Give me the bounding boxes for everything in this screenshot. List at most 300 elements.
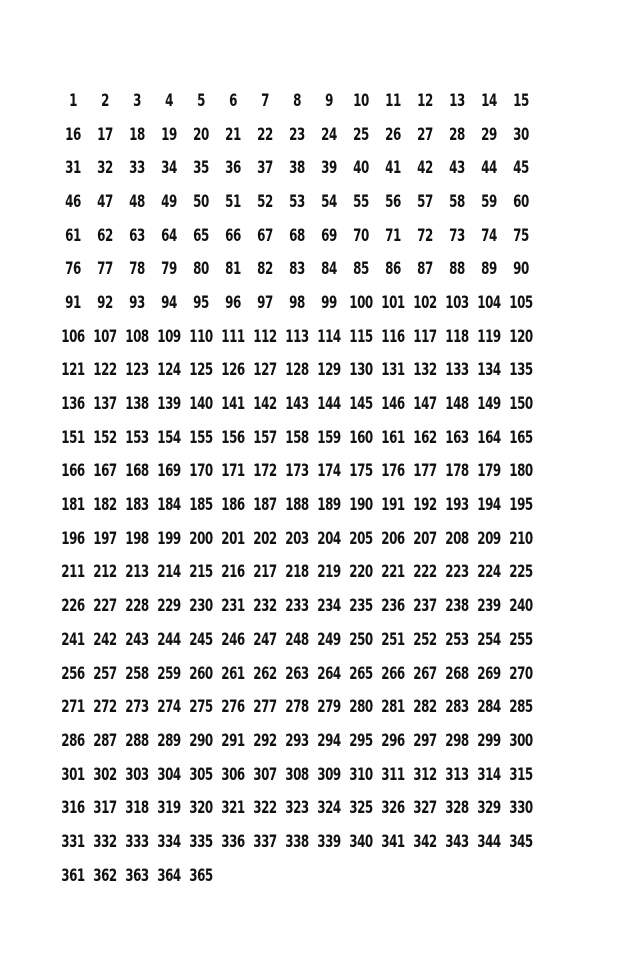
number-cell: 230 xyxy=(189,596,213,617)
number-cell: 308 xyxy=(285,764,309,785)
number-cell: 295 xyxy=(349,730,373,751)
number-cell: 143 xyxy=(285,394,309,415)
number-cell: 281 xyxy=(381,697,405,718)
number-cell: 234 xyxy=(317,596,341,617)
number-cell: 330 xyxy=(509,798,533,819)
number-cell: 335 xyxy=(189,831,213,852)
number-cell: 287 xyxy=(93,730,117,751)
number-cell: 74 xyxy=(481,225,497,246)
number-cell: 136 xyxy=(61,394,85,415)
number-cell: 361 xyxy=(61,865,85,886)
number-cell: 87 xyxy=(417,259,433,280)
number-cell: 174 xyxy=(317,461,341,482)
number-cell: 170 xyxy=(189,461,213,482)
number-cell: 111 xyxy=(221,326,245,347)
number-cell: 11 xyxy=(385,90,401,111)
number-cell: 70 xyxy=(353,225,369,246)
number-cell: 13 xyxy=(449,90,465,111)
number-cell: 142 xyxy=(253,394,277,415)
number-cell: 99 xyxy=(321,292,337,313)
number-cell: 187 xyxy=(253,495,277,516)
number-cell: 322 xyxy=(253,798,277,819)
number-cell: 273 xyxy=(125,697,149,718)
number-cell: 313 xyxy=(445,764,469,785)
number-cell: 117 xyxy=(413,326,437,347)
number-cell: 212 xyxy=(93,562,117,583)
number-cell: 160 xyxy=(349,427,373,448)
number-cell: 306 xyxy=(221,764,245,785)
number-cell: 115 xyxy=(349,326,373,347)
number-cell: 137 xyxy=(93,394,117,415)
number-cell: 320 xyxy=(189,798,213,819)
number-cell: 102 xyxy=(413,292,437,313)
number-cell: 257 xyxy=(93,663,117,684)
number-cell: 132 xyxy=(413,360,437,381)
number-cell: 255 xyxy=(509,629,533,650)
number-cell: 220 xyxy=(349,562,373,583)
number-cell: 231 xyxy=(221,596,245,617)
number-cell: 33 xyxy=(129,158,145,179)
number-cell: 28 xyxy=(449,124,465,145)
number-cell: 332 xyxy=(93,831,117,852)
number-cell: 365 xyxy=(189,865,213,886)
number-cell: 312 xyxy=(413,764,437,785)
number-cell: 229 xyxy=(157,596,181,617)
number-cell: 291 xyxy=(221,730,245,751)
number-cell: 41 xyxy=(385,158,401,179)
number-cell: 240 xyxy=(509,596,533,617)
number-cell: 217 xyxy=(253,562,277,583)
number-cell: 34 xyxy=(161,158,177,179)
number-cell: 204 xyxy=(317,528,341,549)
number-cell: 304 xyxy=(157,764,181,785)
number-cell: 61 xyxy=(65,225,81,246)
number-cell: 131 xyxy=(381,360,405,381)
number-cell: 296 xyxy=(381,730,405,751)
number-cell: 173 xyxy=(285,461,309,482)
number-cell: 193 xyxy=(445,495,469,516)
number-cell: 152 xyxy=(93,427,117,448)
number-cell: 21 xyxy=(225,124,241,145)
number-cell: 305 xyxy=(189,764,213,785)
number-cell: 176 xyxy=(381,461,405,482)
number-cell: 135 xyxy=(509,360,533,381)
number-grid xyxy=(57,84,537,893)
number-cell: 92 xyxy=(97,292,113,313)
number-cell: 200 xyxy=(189,528,213,549)
number-cell: 197 xyxy=(93,528,117,549)
number-cell: 362 xyxy=(93,865,117,886)
number-cell: 262 xyxy=(253,663,277,684)
number-cell: 85 xyxy=(353,259,369,280)
number-cell: 151 xyxy=(61,427,85,448)
number-cell: 243 xyxy=(125,629,149,650)
number-cell: 40 xyxy=(353,158,369,179)
number-cell: 158 xyxy=(285,427,309,448)
number-cell: 218 xyxy=(285,562,309,583)
number-cell: 177 xyxy=(413,461,437,482)
number-cell: 207 xyxy=(413,528,437,549)
number-cell: 113 xyxy=(285,326,309,347)
number-cell: 342 xyxy=(413,831,437,852)
number-cell: 118 xyxy=(445,326,469,347)
number-cell: 120 xyxy=(509,326,533,347)
number-cell: 341 xyxy=(381,831,405,852)
number-cell: 235 xyxy=(349,596,373,617)
number-cell: 203 xyxy=(285,528,309,549)
number-cell: 310 xyxy=(349,764,373,785)
number-cell: 239 xyxy=(477,596,501,617)
number-cell: 144 xyxy=(317,394,341,415)
number-cell: 182 xyxy=(93,495,117,516)
number-cell: 172 xyxy=(253,461,277,482)
number-cell: 124 xyxy=(157,360,181,381)
number-cell: 76 xyxy=(65,259,81,280)
number-cell: 86 xyxy=(385,259,401,280)
number-cell: 329 xyxy=(477,798,501,819)
number-cell: 145 xyxy=(349,394,373,415)
number-cell: 58 xyxy=(449,191,465,212)
number-cell: 147 xyxy=(413,394,437,415)
number-cell: 198 xyxy=(125,528,149,549)
number-cell: 97 xyxy=(257,292,273,313)
number-cell: 141 xyxy=(221,394,245,415)
number-cell: 23 xyxy=(289,124,305,145)
number-cell: 224 xyxy=(477,562,501,583)
number-cell: 80 xyxy=(193,259,209,280)
number-cell: 282 xyxy=(413,697,437,718)
number-cell: 139 xyxy=(157,394,181,415)
number-cell: 225 xyxy=(509,562,533,583)
number-cell: 336 xyxy=(221,831,245,852)
number-cell: 96 xyxy=(225,292,241,313)
number-cell: 138 xyxy=(125,394,149,415)
number-cell: 299 xyxy=(477,730,501,751)
number-cell: 130 xyxy=(349,360,373,381)
number-cell: 196 xyxy=(61,528,85,549)
number-cell: 46 xyxy=(65,191,81,212)
number-cell: 265 xyxy=(349,663,373,684)
number-cell: 258 xyxy=(125,663,149,684)
number-cell: 148 xyxy=(445,394,469,415)
number-cell: 293 xyxy=(285,730,309,751)
number-cell: 62 xyxy=(97,225,113,246)
number-cell: 254 xyxy=(477,629,501,650)
number-cell: 280 xyxy=(349,697,373,718)
number-cell: 319 xyxy=(157,798,181,819)
number-cell: 171 xyxy=(221,461,245,482)
number-cell: 184 xyxy=(157,495,181,516)
number-cell: 245 xyxy=(189,629,213,650)
number-cell: 64 xyxy=(161,225,177,246)
number-cell: 260 xyxy=(189,663,213,684)
number-cell: 326 xyxy=(381,798,405,819)
number-cell: 82 xyxy=(257,259,273,280)
number-cell: 48 xyxy=(129,191,145,212)
number-cell: 278 xyxy=(285,697,309,718)
number-cell: 128 xyxy=(285,360,309,381)
number-cell: 10 xyxy=(353,90,369,111)
number-cell: 303 xyxy=(125,764,149,785)
number-cell: 192 xyxy=(413,495,437,516)
number-cell: 2 xyxy=(101,90,109,111)
number-cell: 339 xyxy=(317,831,341,852)
number-cell: 202 xyxy=(253,528,277,549)
number-cell: 165 xyxy=(509,427,533,448)
number-cell: 146 xyxy=(381,394,405,415)
number-cell: 256 xyxy=(61,663,85,684)
number-cell: 162 xyxy=(413,427,437,448)
number-cell: 55 xyxy=(353,191,369,212)
number-cell: 27 xyxy=(417,124,433,145)
number-cell: 22 xyxy=(257,124,273,145)
number-cell: 17 xyxy=(97,124,113,145)
number-cell: 25 xyxy=(353,124,369,145)
number-cell: 209 xyxy=(477,528,501,549)
number-cell: 57 xyxy=(417,191,433,212)
number-cell: 122 xyxy=(93,360,117,381)
number-cell: 161 xyxy=(381,427,405,448)
number-cell: 208 xyxy=(445,528,469,549)
number-cell: 19 xyxy=(161,124,177,145)
number-cell: 84 xyxy=(321,259,337,280)
number-cell: 103 xyxy=(445,292,469,313)
number-cell: 98 xyxy=(289,292,305,313)
number-cell: 71 xyxy=(385,225,401,246)
number-cell: 24 xyxy=(321,124,337,145)
number-cell: 223 xyxy=(445,562,469,583)
number-cell: 252 xyxy=(413,629,437,650)
number-cell: 274 xyxy=(157,697,181,718)
number-cell: 272 xyxy=(93,697,117,718)
number-cell: 51 xyxy=(225,191,241,212)
number-cell: 104 xyxy=(477,292,501,313)
number-cell: 67 xyxy=(257,225,273,246)
number-cell: 188 xyxy=(285,495,309,516)
number-cell: 16 xyxy=(65,124,81,145)
number-cell: 318 xyxy=(125,798,149,819)
number-cell: 15 xyxy=(513,90,529,111)
number-cell: 328 xyxy=(445,798,469,819)
number-cell: 18 xyxy=(129,124,145,145)
number-cell: 334 xyxy=(157,831,181,852)
number-cell: 238 xyxy=(445,596,469,617)
number-cell: 264 xyxy=(317,663,341,684)
number-cell: 159 xyxy=(317,427,341,448)
number-cell: 29 xyxy=(481,124,497,145)
number-cell: 283 xyxy=(445,697,469,718)
number-cell: 38 xyxy=(289,158,305,179)
number-cell: 284 xyxy=(477,697,501,718)
number-cell: 199 xyxy=(157,528,181,549)
number-cell: 363 xyxy=(125,865,149,886)
number-cell: 267 xyxy=(413,663,437,684)
number-cell: 75 xyxy=(513,225,529,246)
number-cell: 134 xyxy=(477,360,501,381)
number-cell: 89 xyxy=(481,259,497,280)
number-cell: 228 xyxy=(125,596,149,617)
number-cell: 126 xyxy=(221,360,245,381)
number-cell: 191 xyxy=(381,495,405,516)
number-cell: 325 xyxy=(349,798,373,819)
number-cell: 242 xyxy=(93,629,117,650)
number-cell: 201 xyxy=(221,528,245,549)
number-cell: 47 xyxy=(97,191,113,212)
number-cell: 31 xyxy=(65,158,81,179)
number-cell: 68 xyxy=(289,225,305,246)
number-cell: 183 xyxy=(125,495,149,516)
number-cell: 125 xyxy=(189,360,213,381)
number-cell: 317 xyxy=(93,798,117,819)
number-cell: 163 xyxy=(445,427,469,448)
number-cell: 56 xyxy=(385,191,401,212)
number-cell: 123 xyxy=(125,360,149,381)
number-cell: 175 xyxy=(349,461,373,482)
number-cell: 269 xyxy=(477,663,501,684)
number-cell: 3 xyxy=(133,90,141,111)
number-cell: 340 xyxy=(349,831,373,852)
number-cell: 119 xyxy=(477,326,501,347)
number-cell: 194 xyxy=(477,495,501,516)
number-cell: 221 xyxy=(381,562,405,583)
number-cell: 140 xyxy=(189,394,213,415)
number-cell: 79 xyxy=(161,259,177,280)
number-cell: 90 xyxy=(513,259,529,280)
number-cell: 101 xyxy=(381,292,405,313)
number-cell: 54 xyxy=(321,191,337,212)
number-cell: 321 xyxy=(221,798,245,819)
number-cell: 116 xyxy=(381,326,405,347)
number-cell: 250 xyxy=(349,629,373,650)
number-cell: 271 xyxy=(61,697,85,718)
number-cell: 35 xyxy=(193,158,209,179)
number-cell: 14 xyxy=(481,90,497,111)
number-cell: 263 xyxy=(285,663,309,684)
number-cell: 333 xyxy=(125,831,149,852)
number-cell: 30 xyxy=(513,124,529,145)
number-cell: 157 xyxy=(253,427,277,448)
number-cell: 4 xyxy=(165,90,173,111)
number-cell: 298 xyxy=(445,730,469,751)
number-cell: 226 xyxy=(61,596,85,617)
number-cell: 275 xyxy=(189,697,213,718)
number-cell: 83 xyxy=(289,259,305,280)
number-cell: 211 xyxy=(61,562,85,583)
number-cell: 26 xyxy=(385,124,401,145)
number-cell: 32 xyxy=(97,158,113,179)
number-cell: 93 xyxy=(129,292,145,313)
number-cell: 20 xyxy=(193,124,209,145)
number-cell: 178 xyxy=(445,461,469,482)
number-cell: 156 xyxy=(221,427,245,448)
number-cell: 206 xyxy=(381,528,405,549)
number-cell: 210 xyxy=(509,528,533,549)
number-cell: 110 xyxy=(189,326,213,347)
number-cell: 105 xyxy=(509,292,533,313)
number-cell: 314 xyxy=(477,764,501,785)
number-cell: 286 xyxy=(61,730,85,751)
number-cell: 100 xyxy=(349,292,373,313)
number-cell: 166 xyxy=(61,461,85,482)
number-cell: 288 xyxy=(125,730,149,751)
number-cell: 155 xyxy=(189,427,213,448)
number-cell: 154 xyxy=(157,427,181,448)
number-cell: 309 xyxy=(317,764,341,785)
number-cell: 9 xyxy=(325,90,333,111)
number-cell: 185 xyxy=(189,495,213,516)
number-cell: 316 xyxy=(61,798,85,819)
number-cell: 214 xyxy=(157,562,181,583)
number-cell: 65 xyxy=(193,225,209,246)
number-cell: 276 xyxy=(221,697,245,718)
number-cell: 168 xyxy=(125,461,149,482)
number-cell: 95 xyxy=(193,292,209,313)
number-cell: 248 xyxy=(285,629,309,650)
number-cell: 294 xyxy=(317,730,341,751)
number-cell: 50 xyxy=(193,191,209,212)
number-cell: 181 xyxy=(61,495,85,516)
number-cell: 232 xyxy=(253,596,277,617)
number-cell: 69 xyxy=(321,225,337,246)
number-cell: 37 xyxy=(257,158,273,179)
number-cell: 247 xyxy=(253,629,277,650)
number-cell: 169 xyxy=(157,461,181,482)
number-cell: 6 xyxy=(229,90,237,111)
number-cell: 301 xyxy=(61,764,85,785)
number-cell: 216 xyxy=(221,562,245,583)
number-cell: 338 xyxy=(285,831,309,852)
number-cell: 42 xyxy=(417,158,433,179)
number-cell: 94 xyxy=(161,292,177,313)
number-cell: 259 xyxy=(157,663,181,684)
number-cell: 12 xyxy=(417,90,433,111)
number-cell: 5 xyxy=(197,90,205,111)
number-cell: 112 xyxy=(253,326,277,347)
number-cell: 109 xyxy=(157,326,181,347)
number-cell: 108 xyxy=(125,326,149,347)
number-cell: 127 xyxy=(253,360,277,381)
number-cell: 73 xyxy=(449,225,465,246)
number-cell: 331 xyxy=(61,831,85,852)
number-cell: 323 xyxy=(285,798,309,819)
number-cell: 344 xyxy=(477,831,501,852)
number-cell: 289 xyxy=(157,730,181,751)
number-cell: 45 xyxy=(513,158,529,179)
number-cell: 227 xyxy=(93,596,117,617)
number-cell: 327 xyxy=(413,798,437,819)
number-cell: 241 xyxy=(61,629,85,650)
number-cell: 213 xyxy=(125,562,149,583)
number-cell: 150 xyxy=(509,394,533,415)
number-cell: 190 xyxy=(349,495,373,516)
number-cell: 107 xyxy=(93,326,117,347)
number-cell: 49 xyxy=(161,191,177,212)
number-cell: 233 xyxy=(285,596,309,617)
number-cell: 167 xyxy=(93,461,117,482)
number-cell: 8 xyxy=(293,90,301,111)
number-cell: 53 xyxy=(289,191,305,212)
number-cell: 186 xyxy=(221,495,245,516)
number-cell: 364 xyxy=(157,865,181,886)
number-cell: 59 xyxy=(481,191,497,212)
number-cell: 297 xyxy=(413,730,437,751)
number-cell: 285 xyxy=(509,697,533,718)
number-cell: 153 xyxy=(125,427,149,448)
number-cell: 343 xyxy=(445,831,469,852)
number-cell: 149 xyxy=(477,394,501,415)
number-cell: 315 xyxy=(509,764,533,785)
number-cell: 106 xyxy=(61,326,85,347)
